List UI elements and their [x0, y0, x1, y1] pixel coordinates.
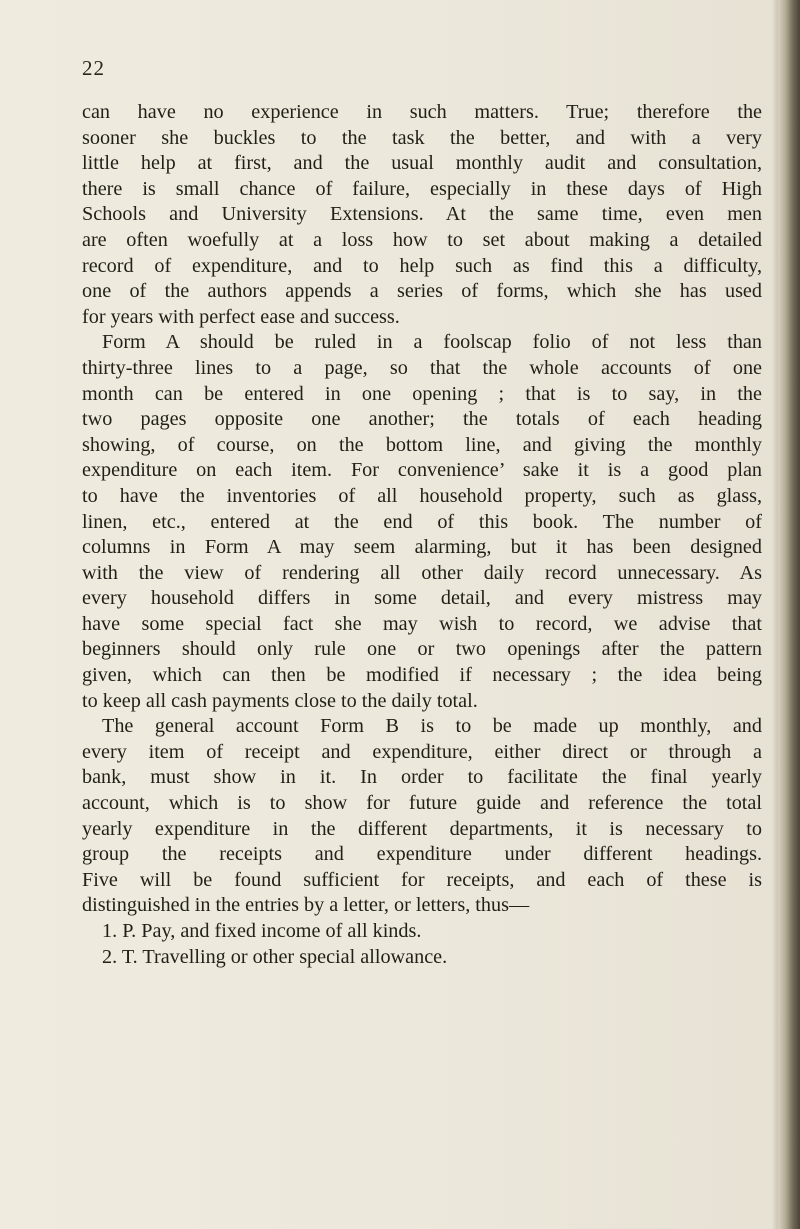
text-line: account, which is to show for future guide and reference the total [82, 792, 762, 815]
text-line: The general account Form B is to be made up monthly, and [102, 715, 762, 738]
text-line: 1. P. Pay, and fixed income of all kinds. [102, 920, 422, 942]
text-line: sooner she buckles to the task the better, and with a very [82, 126, 762, 149]
text-line: thirty-three lines to a page, so that the whole accounts of one [82, 356, 762, 379]
text-line: can have no experience in such matters. True; therefore the [82, 101, 762, 123]
body-text [82, 100, 762, 970]
text-line: are often woefully at a loss how to set about making a detailed [82, 228, 762, 251]
text-line: bank, must show in it. In order to facilitate the final yearly [82, 766, 762, 789]
text-line: every household differs in some detail, and every mistress may [82, 587, 762, 610]
text-line: columns in Form A may seem alarming, but it has been designed [82, 536, 762, 559]
text-line: one of the authors appends a series of forms, which she has used [82, 280, 762, 303]
text-line: to keep all cash payments close to the daily total. [82, 689, 478, 712]
text-line: yearly expenditure in the different departments, it is necessary to [82, 817, 762, 840]
text-line: to have the inventories of all household property, such as glass, [82, 484, 762, 507]
text-line: little help at first, and the usual monthly audit and consultation, [82, 152, 762, 175]
page-edge-shadow [778, 0, 800, 1229]
text-line: given, which can then be modified if necessary ; the idea being [82, 664, 762, 687]
text-line: Form A should be ruled in a foolscap folio of not less than [102, 331, 762, 354]
text-line: have some special fact she may wish to record, we advise that [82, 612, 762, 635]
text-line: with the view of rendering all other daily record unnecessary. As [82, 561, 762, 584]
text-line: two pages opposite one another; the totals of each heading [82, 408, 762, 431]
text-line: every item of receipt and expenditure, either direct or through a [82, 740, 762, 763]
text-line: 2. T. Travelling or other special allowance. [102, 945, 448, 968]
text-line: Schools and University Extensions. At the same time, even men [82, 203, 762, 226]
text-line: distinguished in the entries by a letter, or letters, thus— [82, 894, 530, 917]
text-line: there is small chance of failure, especially in these days of High [82, 177, 762, 200]
text-line: beginners should only rule one or two openings after the pattern [82, 638, 762, 661]
text-line: linen, etc., entered at the end of this book. The number of [82, 510, 762, 533]
text-line: Five will be found sufficient for receipts, and each of these is [82, 868, 762, 891]
page-number: 22 [82, 56, 105, 80]
text-line: record of expenditure, and to help such as find this a difficulty, [82, 254, 762, 277]
text-line: month can be entered in one opening ; that is to say, in the [82, 382, 762, 405]
text-line: showing, of course, on the bottom line, and giving the monthly [82, 433, 762, 456]
text-line: expenditure on each item. For convenience’ sake it is a good plan [82, 459, 762, 482]
text-line: group the receipts and expenditure under different headings. [82, 843, 762, 866]
text-line: for years with perfect ease and success. [82, 305, 400, 328]
